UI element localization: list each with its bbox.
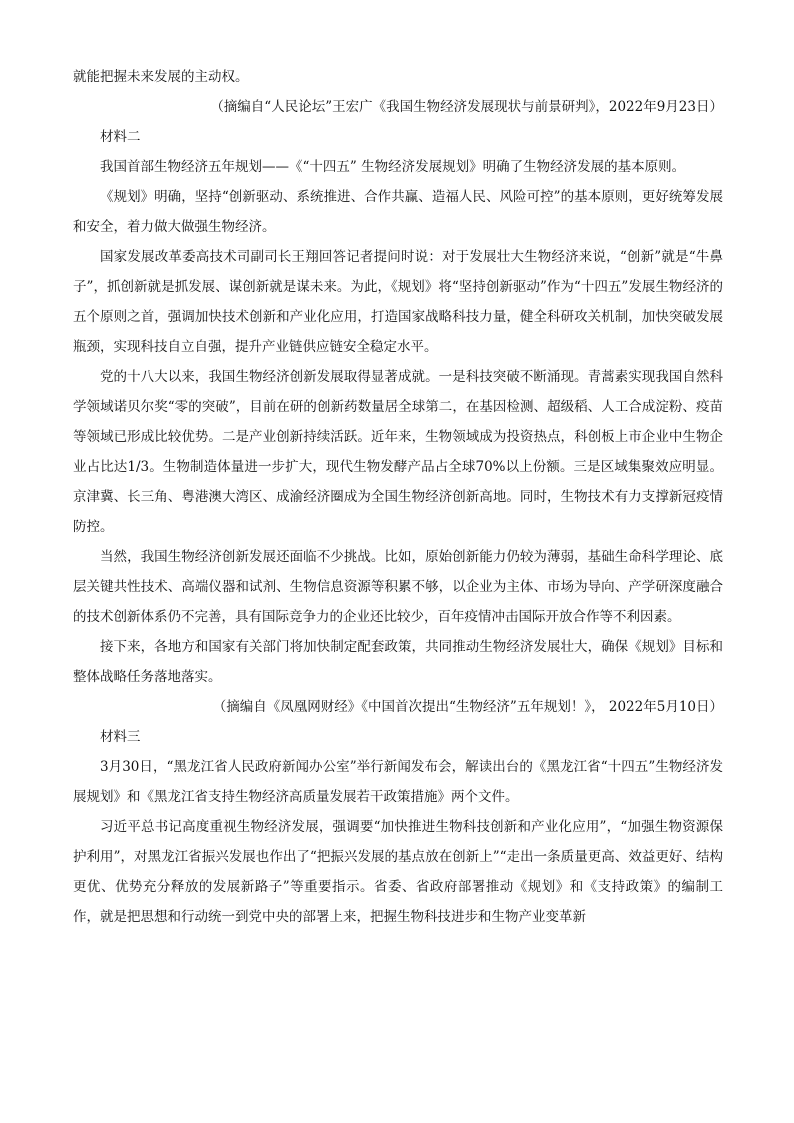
heading-material-two: 材料二 — [100, 129, 141, 145]
paragraph-material-two-innovation: 国家发展改革委高技术司副司长王翔回答记者提问时说：对于发展壮大生物经济来说，“创新”就是“牛鼻子”，抓创新就是抓发展、谋创新就是谋未来。为此，《规划》将“坚持创新驱动”作为“十四五”发展生物经济的五个原则之首，强调加快技术创新和产业化应用，打造国家战略科技力量，健全科研攻关机制，加快突破发展瓶颈，实现科技自立自强，提升产业链供应链安全稳定水平。 — [73, 249, 723, 355]
source-citation-material-one: （摘编自“人民论坛”王宏广《我国生物经济发展现状与前景研判》，2022年9月23日） — [210, 99, 723, 115]
paragraph-material-two-intro: 我国首部生物经济五年规划——《“十四五” 生物经济发展规划》明确了生物经济发展的基本原则。 — [100, 159, 686, 175]
document-page — [73, 62, 723, 932]
paragraph-material-two-next-steps: 接下来，各地方和国家有关部门将加快制定配套政策，共同推动生物经济发展壮大，确保《规划》目标和整体战略任务落地落实。 — [73, 639, 723, 685]
paragraph-material-three-instructions: 习近平总书记高度重视生物经济发展，强调要“加快推进生物科技创新和产业化应用”，“加强生物资源保护利用”，对黑龙江省振兴发展也作出了“把振兴发展的基点放在创新上”“走出一条质量更高、效益更好、结构更优、优势充分释放的发展新路子”等重要指示。省委、省政府部署推动《规划》和《支持政策》的编制工作，就是把思想和行动统一到党中央的部署上来，把握生物科技进步和生物产业变革新 — [73, 819, 723, 925]
paragraph-material-three-press: 3月30日，“黑龙江省人民政府新闻办公室”举行新闻发布会，解读出台的《黑龙江省“十四五”生物经济发展规划》和《黑龙江省支持生物经济高质量发展若干政策措施》两个文件。 — [73, 759, 723, 805]
heading-material-three: 材料三 — [100, 729, 141, 745]
source-citation-material-two: （摘编自《凤凰网财经》《中国首次提出“生物经济”五年规划！》， 2022年5月10日） — [212, 699, 723, 715]
paragraph-material-two-achievements: 党的十八大以来，我国生物经济创新发展取得显著成就。一是科技突破不断涌现。青蒿素实现我国自然科学领域诺贝尔奖“零的突破”，目前在研的创新药数量居全球第二，在基因检测、超级稻、人工合成淀粉、疫苗等领域已形成比较优势。二是产业创新持续活跃。近年来，生物领域成为投资热点，科创板上市企业中生物企业占比达1/3。生物制造体量进一步扩大，现代生物发酵产品占全球70%以上份额。三是区域集聚效应明显。京津冀、长三角、粤港澳大湾区、成渝经济圈成为全国生物经济创新高地。同时，生物技术有力支撑新冠疫情防控。 — [73, 369, 723, 535]
paragraph-material-two-challenges: 当然，我国生物经济创新发展还面临不少挑战。比如，原始创新能力仍较为薄弱，基础生命科学理论、底层关键共性技术、高端仪器和试剂、生物信息资源等积累不够，以企业为主体、市场为导向、产学研深度融合的技术创新体系仍不完善，具有国际竞争力的企业还比较少，百年疫情冲击国际开放合作等不利因素。 — [73, 549, 723, 625]
paragraph-material-two-principles: 《规划》明确，坚持“创新驱动、系统推进、合作共赢、造福人民、风险可控”的基本原则，更好统筹发展和安全，着力做大做强生物经济。 — [73, 189, 723, 235]
paragraph-continued: 就能把握未来发展的主动权。 — [73, 69, 249, 85]
